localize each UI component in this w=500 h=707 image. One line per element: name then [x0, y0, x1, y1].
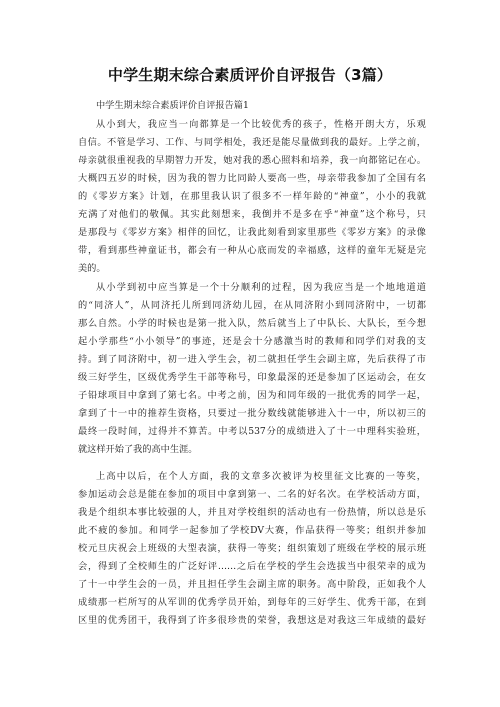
paragraph-line: 的“同济人”，从同济托儿所到同济幼儿园，在从同济附小到同济附中，一切都 [78, 300, 426, 311]
paragraph-line: 美的。 [78, 263, 106, 274]
paragraph-line: 成绩那一栏所写的从军训的优秀学员开始，到每年的三好学生、优秀干部，在到 [78, 597, 426, 608]
paragraph-2 [78, 279, 426, 459]
document-body [78, 97, 426, 630]
paragraph-line: 上高中以后，在个人方面，我的文章多次被评为校里征文比赛的一等奖， [96, 471, 426, 482]
paragraph-line: 那么自然。小学的时候也是第一批入队，然后就当上了中队长、大队长，至今想 [78, 318, 426, 329]
paragraph-line: 自信。不管是学习、工作、与同学相处，我还是能尽量做到我的最好。上学之前， [78, 137, 426, 148]
paragraph-line: 校元旦庆祝会上班级的大型表演，获得一等奖；组织策划了班级在学校的展示班 [78, 543, 426, 554]
paragraph-1 [78, 116, 426, 278]
paragraph-line: 级三好学生，区级优秀学生干部等称号，印象最深的还是参加了区运动会，在女 [78, 372, 426, 383]
paragraph-line: 就这样开始了我的高中生涯。 [78, 444, 198, 455]
paragraph-line: 充满了对他们的敬佩。其实此刻想来，我倒并不是多在乎“神童”这个称号，只 [78, 209, 426, 220]
paragraph-line: 的《零岁方案》计划，在那里我认识了很多不一样年龄的“神童”，小小的我就 [78, 191, 426, 202]
paragraph-line: 参加运动会总是能在参加的项目中拿到第一、二名的好名次。在学校活动方面， [78, 489, 426, 500]
paragraph-line: 是那段与《零岁方案》相伴的回忆，让我此刻看到家里那些《零岁方案》的录像 [78, 227, 426, 238]
paragraph-line: 最终一段时间，过得并不算苦。中考以537分的成绩进入了十一中理科实验班， [78, 426, 426, 437]
paragraph-line: 我是个组织本事比较强的人，并且对学校组织的活动也有一份热情，所以总是乐 [78, 507, 426, 518]
paragraph-line: 从小学到初中应当算是一个十分顺利的过程，因为我应当是一个地地道道 [96, 282, 426, 293]
paragraph-line: 会，得到了全校师生的广泛好评……之后在学校的学生会选拔当中很荣幸的成为 [78, 561, 426, 572]
paragraph-line: 此不疲的参加。和同学一起参加了学校DV大赛，作品获得一等奖；组织并参加 [78, 525, 426, 536]
document-title: 中学生期末综合素质评价自评报告（3篇） [107, 66, 393, 84]
paragraph-3 [78, 468, 426, 630]
spacer [78, 459, 426, 468]
paragraph-line: 了十一中学生会的一员，并且担任学生会副主席的职务。高中阶段，正如我个人 [78, 579, 426, 590]
paragraph-line: 母亲就很重视我的早期智力开发，她对我的悉心照料和培养，我一向都铭记在心。 [78, 155, 426, 166]
section-subtitle: 中学生期末综合素质评价自评报告篇1 [96, 100, 249, 111]
paragraph-line: 区里的优秀团干，我得到了许多很珍贵的荣誉，我想这是对我这三年成绩的最好 [78, 615, 426, 626]
paragraph-line: 拿到了十一中的推荐生资格，只要过一批分数线就能够进入十一中，所以初三的 [78, 408, 426, 419]
paragraph-line: 持。到了同济附中，初一进入学生会，初二就担任学生会副主席，先后获得了市 [78, 354, 426, 365]
paragraph-line: 子铅球项目中拿到了第七名。中考之前，因为和同年级的一批优秀的同学一起， [78, 390, 426, 401]
paragraph-line: 起小学那些“小小领导”的事迹，还是会十分感激当时的教师和同学们对我的支 [78, 336, 426, 347]
paragraph-line: 从小到大，我应当一向都算是一个比较优秀的孩子，性格开朗大方，乐观 [96, 119, 426, 130]
paragraph-line: 带，看到那些神童证书，都会有一种从心底而发的幸福感，这样的童年无疑是完 [78, 245, 426, 256]
paragraph-line: 大概四五岁的时候，因为我的智力比同龄人要高一些，母亲带我参加了全国有名 [78, 173, 426, 184]
